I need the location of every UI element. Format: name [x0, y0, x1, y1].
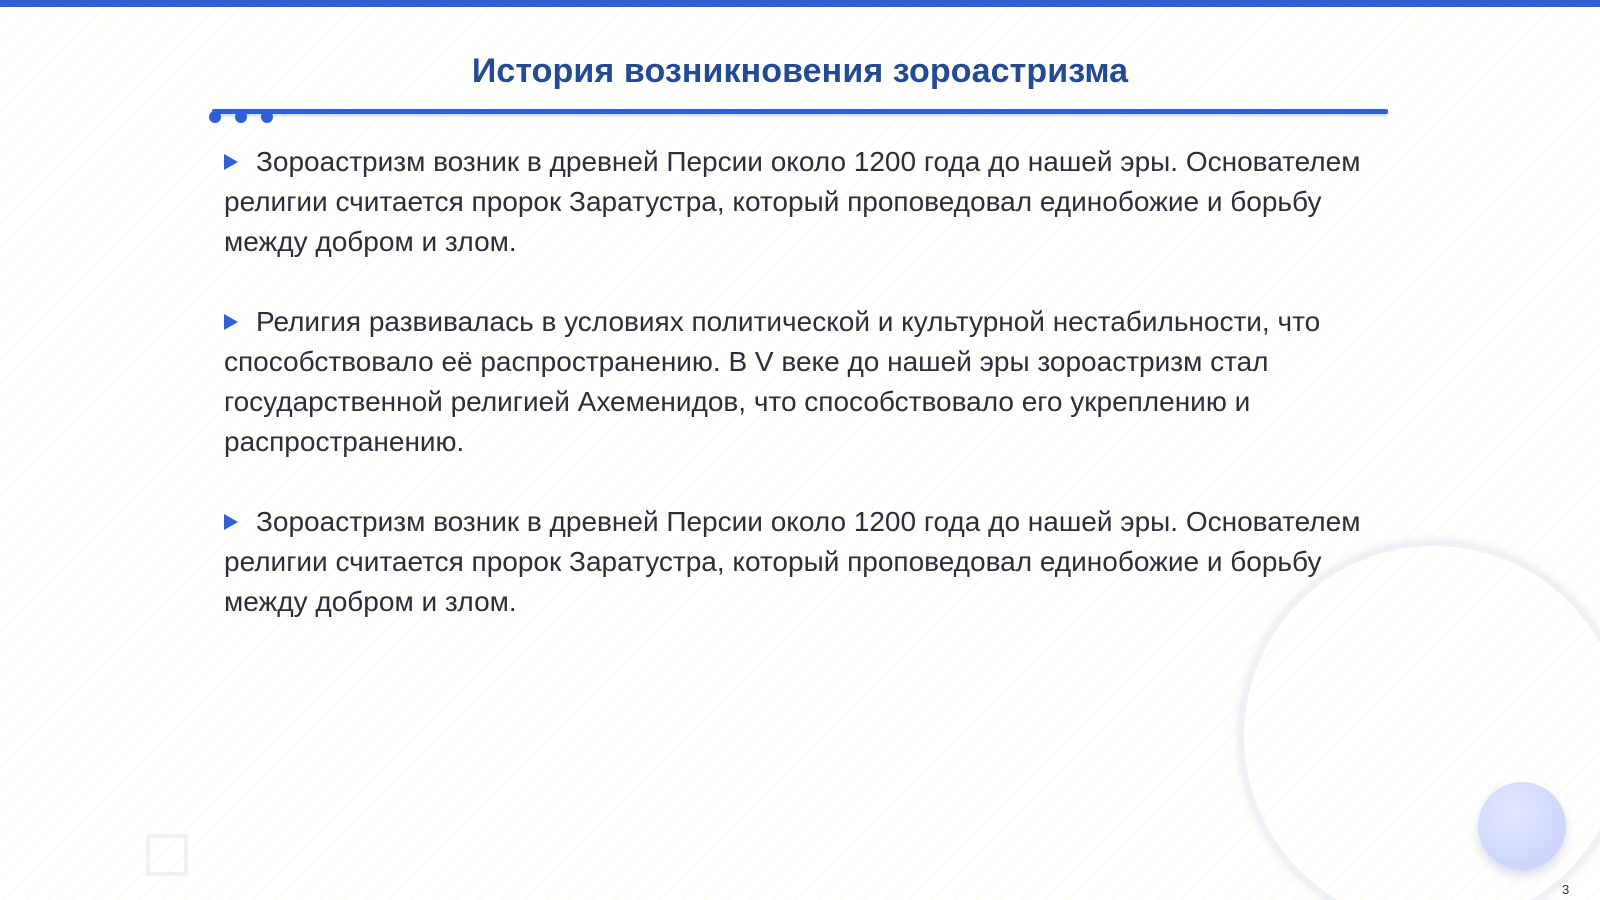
triangle-right-icon [224, 314, 238, 330]
underline-dot [235, 111, 247, 123]
paragraph-1 [224, 142, 1374, 262]
slide-title: История возникновения зороастризма [471, 52, 1129, 90]
paragraph-2 [224, 302, 1374, 462]
underline-dot [209, 111, 221, 123]
triangle-right-icon [224, 154, 238, 170]
top-accent-bar [0, 0, 1600, 7]
title-underline [212, 109, 1388, 114]
paragraph-3 [224, 502, 1374, 622]
paragraph-text: Зороастризм возник в древней Персии около 1200 года до нашей эры. Основателем религии считается пророк Заратустра, который проповедовал единобожие и борьбу между добром и злом. [224, 506, 1361, 617]
slide-content [224, 142, 1374, 662]
triangle-right-icon [224, 514, 238, 530]
paragraph-text: Религия развивалась в условиях политической и культурной нестабильности, что способствовало её распространению. В V веке до нашей эры зороастризм стал государственной религией Ахеменидов, что способствовало его укреплению и распространению. [224, 306, 1321, 457]
decorative-disc [1478, 782, 1566, 870]
decorative-square [146, 834, 188, 876]
paragraph-text: Зороастризм возник в древней Персии около 1200 года до нашей эры. Основателем религии считается пророк Заратустра, который проповедовал единобожие и борьбу между добром и злом. [224, 146, 1361, 257]
underline-dot [261, 111, 273, 123]
page-number: 3 [1562, 882, 1570, 897]
